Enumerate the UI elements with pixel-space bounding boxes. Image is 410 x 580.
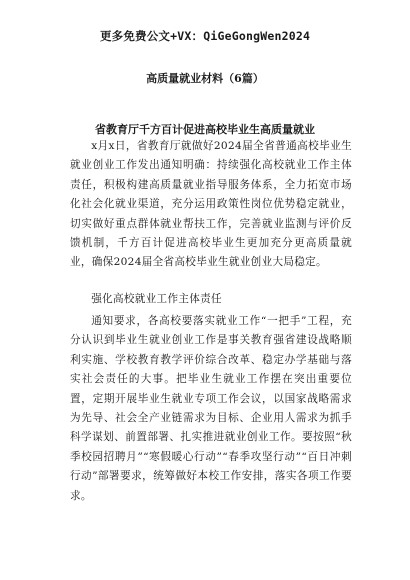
paragraph-notice: x月x日，省教育厅就做好2024届全省普通高校毕业生就业创业工作发出通知明确：持续强化高校就业工作主体责任，积极构建高质量就业指导服务体系，全力拓宽市场化社会化就业渠道，充分运用政策性岗位优势稳定就业，切实做好重点群体就业帮扶工作，完善就业监测与评价反馈机制，千方百计促进高校毕业生更加充分更高质量就业，确保2024届全省高校毕业生就业创业大局稳定。	[70, 140, 352, 269]
section-title: 省教育厅千方百计促进高校毕业生高质量就业	[95, 123, 315, 136]
paragraph-subheading: 强化高校就业工作主体责任	[91, 293, 222, 305]
promo-header: 更多免费公文+VX：QiGeGongWen2024	[99, 29, 311, 43]
paragraph-requirements: 通知要求，各高校要落实就业工作“一把手”工程，充分认识到毕业生就业创业工作是事关教育强省建设战略顺利实施、学校教育教学评价综合改革、稳定办学基础与落实社会责任的大事。把毕业生就业工作摆在突出重要位置，定期开展毕业生就业专项工作会议，以国家战略需求为先导、社会全产业链需求为目标、企业用人需求为抓手科学谋划、前置部署、扎实推进就业创业工作。要按照“秋季校园招聘月”“寒假暖心行动”“春季攻坚行动”“百日冲刺行动”部署要求，统筹做好本校工作安排，落实各项工作要求。	[70, 315, 352, 502]
document-title: 高质量就业材料（6篇）	[146, 72, 264, 85]
